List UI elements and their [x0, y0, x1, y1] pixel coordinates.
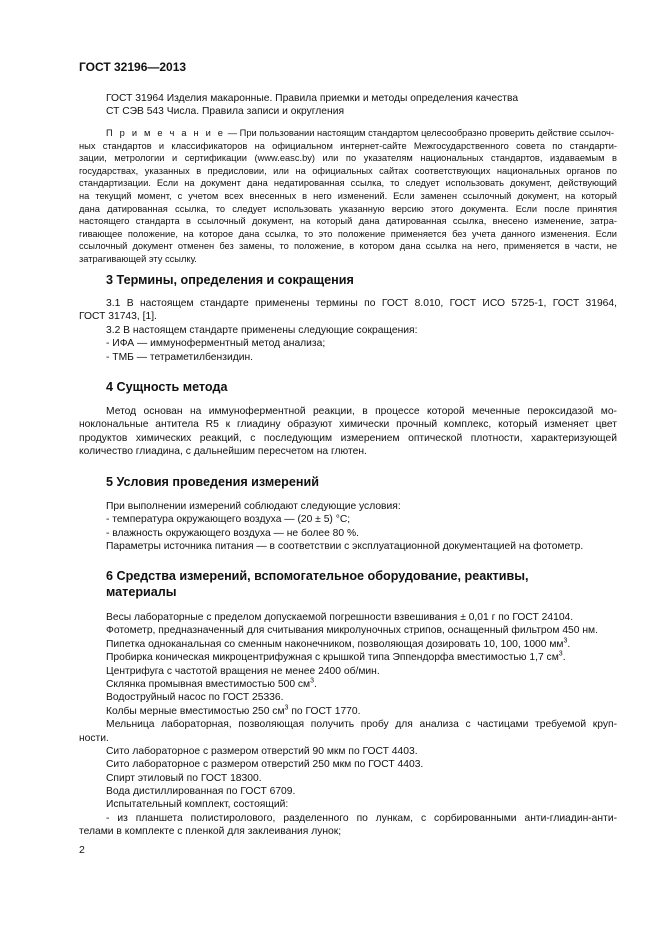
section-6-body	[79, 611, 617, 839]
reference-item: ГОСТ 31964 Изделия макаронные. Правила приемки и методы определения качества	[106, 93, 519, 104]
references-list	[79, 92, 617, 119]
section-6-line: Испытательный комплект, состоящий:	[106, 799, 289, 811]
note-block	[79, 127, 617, 266]
section-4-line: ноклональные антитела R5 к глиадину образуют химически прочный комплекс, который изменяет цвет	[79, 419, 617, 431]
section-3-line: - ИФА — иммуноферментный метод анализа;	[106, 338, 326, 350]
line-end-text: по ГОСТ 1770.	[288, 705, 361, 717]
line-end-dot: .	[562, 652, 566, 664]
section-6-title-line: 6 Средства измерений, вспомогательное оборудование, реактивы,	[106, 569, 529, 583]
section-6-line: Склянка промывная вместимостью 500 см	[106, 678, 311, 690]
section-6-line: Водоструйный насос по ГОСТ 25336.	[106, 692, 284, 704]
section-6-line: Пипетка одноканальная со сменным наконечником, позволяющая дозировать 10, 100, 1000 мм	[106, 638, 564, 650]
section-4-line: количество глиадина, с дальнейшим пересчетом на глютен.	[79, 446, 367, 458]
section-6-line: Мельница лабораторная, позволяющая получить пробу для анализа с частицами требуемой круп-	[106, 719, 617, 731]
section-6-title	[106, 568, 528, 600]
note-line: дана датированная ссылка, то следует использовать указанную версию этого документа. Если после принятия	[79, 203, 617, 214]
section-6-line: Центрифуга с частотой вращения не менее 2400 об/мин.	[106, 665, 380, 677]
section-6-line: - из планшета полистиролового, разделенного по лункам, с сорбированными анти-глиадин-анти-	[106, 812, 617, 824]
section-3-title: 3 Термины, определения и сокращения	[106, 273, 354, 287]
section-6-line: Пробирка коническая микроцентрифужная с крышкой типа Эппендорфа вместимостью 1,7 см	[106, 652, 559, 664]
section-6-line: Весы лабораторные с пределом допускаемой погрешности взвешивания ± 0,01 г по ГОСТ 24104.	[106, 612, 574, 623]
section-5-body	[79, 500, 617, 554]
superscript-3: 3	[310, 677, 315, 685]
section-6-line-with-unit	[79, 705, 617, 718]
section-3-body	[79, 297, 617, 364]
page-number: 2	[79, 844, 85, 856]
section-6-line: Вода дистиллированная по ГОСТ 6709.	[106, 786, 296, 798]
note-first-line	[79, 127, 617, 140]
note-line: затрагивающей эту ссылку.	[79, 253, 197, 264]
note-line: — При пользовании настоящим стандартом целесообразно проверить действие ссылоч-	[227, 128, 614, 138]
section-3-line: 3.1 В настоящем стандарте применены термины по ГОСТ 8.010, ГОСТ ИСО 5725-1, ГОСТ 31964,	[106, 298, 617, 309]
superscript-3: 3	[563, 637, 568, 645]
superscript-3: 3	[558, 650, 563, 658]
section-3-line: - ТМБ — тетраметилбензидин.	[106, 351, 254, 363]
section-4-title: 4 Сущность метода	[106, 380, 228, 394]
section-6-line-with-unit	[79, 678, 617, 691]
section-3-line: 3.2 В настоящем стандарте применены следующие сокращения:	[106, 324, 418, 336]
line-end-dot: .	[567, 638, 571, 650]
reference-item: СТ СЭВ 543 Числа. Правила записи и округления	[106, 106, 345, 118]
section-3-line: ГОСТ 31743, [1].	[79, 311, 157, 323]
section-6-line: Спирт этиловый по ГОСТ 18300.	[106, 772, 262, 784]
section-6-line: ности.	[79, 732, 109, 744]
section-4-body	[79, 405, 617, 459]
section-5-line: Параметры источника питания — в соответствии с эксплуатационной документацией на фотометр.	[106, 541, 584, 553]
note-line: стандартизации. Если на документ дана недатированная ссылка, то следует использовать документ, действующий	[79, 178, 617, 189]
section-4-line: Метод основан на иммуноферментной реакции, в процессе которой меченные пероксидазой мо-	[106, 406, 617, 417]
superscript-3: 3	[284, 704, 289, 712]
note-line: настоящего стандарта в ссылочный документ, на который дана датированная ссылка, внесено изменение, затра-	[79, 216, 617, 227]
note-label: П р и м е ч а н и е	[106, 128, 226, 138]
section-5-line: При выполнении измерений соблюдают следующие условия:	[106, 501, 401, 512]
note-line: ных стандартов и классификаторов на официальном интернет-сайте Межгосударственного совета по стандарти-	[79, 140, 617, 151]
section-6-line: Фотометр, предназначенный для считывания микролуночных стрипов, оснащенный фильтром 450 нм.	[106, 625, 598, 637]
note-line: государствах, указанных в предисловии, или на официальных сайтах соответствующих национальных органов по	[79, 165, 617, 176]
document-header-title: ГОСТ 32196—2013	[79, 60, 187, 74]
section-6-line: Сито лабораторное с размером отверстий 90 мкм по ГОСТ 4403.	[106, 745, 418, 757]
note-line: зации, метрологии и сертификации (www.easc.by) или по указателям национальных стандартов, издаваемым в	[79, 153, 617, 164]
note-line: ссылочный документ отменен без замены, то положение, в котором дана ссылка на него, применяется в части, не	[79, 241, 617, 252]
section-5-line: - температура окружающего воздуха — (20 ± 5) °С;	[106, 514, 351, 526]
section-6-line-with-unit	[79, 638, 617, 651]
section-6-title-line: материалы	[106, 585, 177, 599]
section-6-line-with-unit	[79, 651, 617, 664]
section-4-line: продуктов химических реакций, с последующим измерением оптической плотности, характеризующей	[79, 432, 617, 444]
section-5-line: - влажность окружающего воздуха — не более 80 %.	[106, 527, 360, 539]
section-6-line: Колбы мерные вместимостью 250 см	[106, 705, 285, 717]
section-6-line: телами в комплекте с пленкой для заклеивания лунок;	[79, 826, 342, 838]
section-5-title: 5 Условия проведения измерений	[106, 475, 319, 489]
section-6-line: Сито лабораторное с размером отверстий 250 мкм по ГОСТ 4403.	[106, 759, 424, 771]
note-line: гивающее положение, на которое дана ссылка, то это положение применяется без учета данного изменения. Если	[79, 228, 617, 239]
note-line: на текущий момент, с учетом всех внесенных в него изменений. Если заменен ссылочный документ, на который	[79, 190, 617, 201]
line-end-dot: .	[314, 678, 317, 690]
